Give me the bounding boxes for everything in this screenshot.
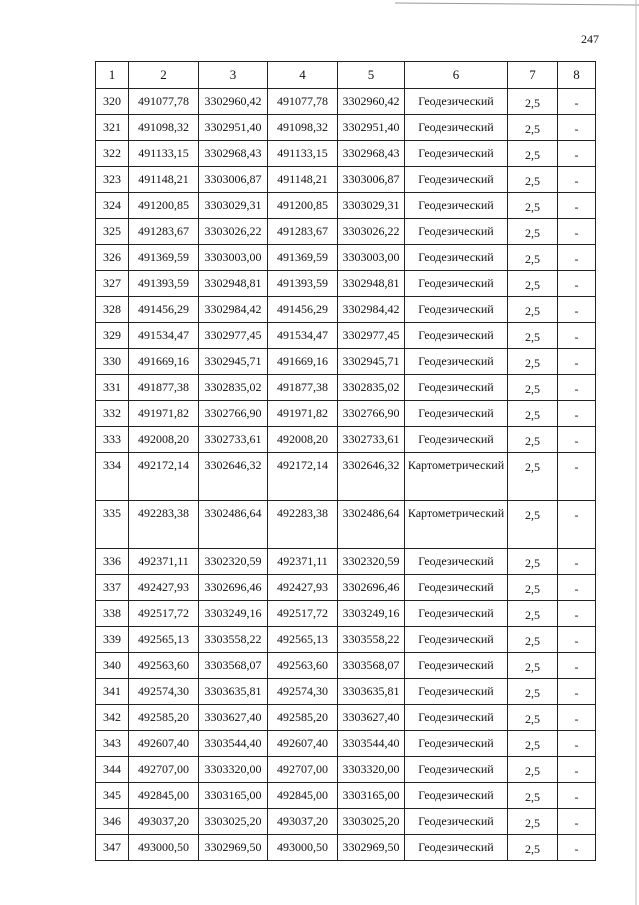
note-cell: - bbox=[558, 115, 596, 141]
point-number-cell: 321 bbox=[96, 115, 129, 141]
accuracy-cell: 2,5 bbox=[508, 705, 558, 731]
y-coordinate-cell: 3302948,81 bbox=[338, 271, 405, 297]
x-coordinate-cell: 492172,14 bbox=[129, 453, 199, 501]
y-coordinate-cell: 3303025,20 bbox=[338, 809, 405, 835]
note-cell: - bbox=[558, 757, 596, 783]
accuracy-cell: 2,5 bbox=[508, 809, 558, 835]
x-coordinate-cell: 491200,85 bbox=[268, 193, 338, 219]
y-coordinate-cell: 3302968,43 bbox=[199, 141, 268, 167]
y-coordinate-cell: 3302945,71 bbox=[338, 349, 405, 375]
y-coordinate-cell: 3302733,61 bbox=[199, 427, 268, 453]
y-coordinate-cell: 3302320,59 bbox=[338, 549, 405, 575]
note-cell: - bbox=[558, 245, 596, 271]
accuracy-cell: 2,5 bbox=[508, 501, 558, 549]
method-cell: Геодезический bbox=[405, 575, 508, 601]
table-row bbox=[96, 349, 596, 375]
point-number-cell: 335 bbox=[96, 501, 129, 549]
table-row bbox=[96, 575, 596, 601]
y-coordinate-cell: 3303544,40 bbox=[338, 731, 405, 757]
method-cell: Геодезический bbox=[405, 349, 508, 375]
header-cell: 3 bbox=[199, 62, 268, 89]
y-coordinate-cell: 3302766,90 bbox=[199, 401, 268, 427]
method-cell: Геодезический bbox=[405, 271, 508, 297]
x-coordinate-cell: 491369,59 bbox=[129, 245, 199, 271]
accuracy-cell: 2,5 bbox=[508, 601, 558, 627]
method-cell: Картометрический bbox=[405, 453, 508, 501]
note-cell: - bbox=[558, 141, 596, 167]
x-coordinate-cell: 492565,13 bbox=[268, 627, 338, 653]
y-coordinate-cell: 3302646,32 bbox=[338, 453, 405, 501]
y-coordinate-cell: 3303320,00 bbox=[338, 757, 405, 783]
y-coordinate-cell: 3303249,16 bbox=[338, 601, 405, 627]
y-coordinate-cell: 3302977,45 bbox=[199, 323, 268, 349]
header-cell: 2 bbox=[129, 62, 199, 89]
accuracy-cell: 2,5 bbox=[508, 89, 558, 115]
accuracy-cell: 2,5 bbox=[508, 679, 558, 705]
page-number: 247 bbox=[581, 32, 599, 46]
method-cell: Геодезический bbox=[405, 835, 508, 861]
accuracy-cell: 2,5 bbox=[508, 297, 558, 323]
accuracy-cell: 2,5 bbox=[508, 115, 558, 141]
note-cell: - bbox=[558, 167, 596, 193]
table-row bbox=[96, 141, 596, 167]
point-number-cell: 342 bbox=[96, 705, 129, 731]
accuracy-cell: 2,5 bbox=[508, 783, 558, 809]
header-cell: 8 bbox=[558, 62, 596, 89]
y-coordinate-cell: 3302696,46 bbox=[338, 575, 405, 601]
table-row bbox=[96, 167, 596, 193]
x-coordinate-cell: 491098,32 bbox=[268, 115, 338, 141]
point-number-cell: 323 bbox=[96, 167, 129, 193]
table-row bbox=[96, 245, 596, 271]
x-coordinate-cell: 492517,72 bbox=[268, 601, 338, 627]
method-cell: Геодезический bbox=[405, 297, 508, 323]
accuracy-cell: 2,5 bbox=[508, 193, 558, 219]
note-cell: - bbox=[558, 731, 596, 757]
point-number-cell: 347 bbox=[96, 835, 129, 861]
header-cell: 4 bbox=[268, 62, 338, 89]
x-coordinate-cell: 491971,82 bbox=[268, 401, 338, 427]
x-coordinate-cell: 491148,21 bbox=[129, 167, 199, 193]
method-cell: Геодезический bbox=[405, 757, 508, 783]
table-row bbox=[96, 271, 596, 297]
x-coordinate-cell: 491133,15 bbox=[268, 141, 338, 167]
accuracy-cell: 2,5 bbox=[508, 453, 558, 501]
x-coordinate-cell: 491283,67 bbox=[268, 219, 338, 245]
table-row bbox=[96, 427, 596, 453]
table-row bbox=[96, 601, 596, 627]
note-cell: - bbox=[558, 89, 596, 115]
note-cell: - bbox=[558, 549, 596, 575]
y-coordinate-cell: 3303558,22 bbox=[338, 627, 405, 653]
x-coordinate-cell: 491971,82 bbox=[129, 401, 199, 427]
x-coordinate-cell: 492563,60 bbox=[268, 653, 338, 679]
method-cell: Геодезический bbox=[405, 141, 508, 167]
x-coordinate-cell: 492607,40 bbox=[268, 731, 338, 757]
x-coordinate-cell: 492172,14 bbox=[268, 453, 338, 501]
note-cell: - bbox=[558, 271, 596, 297]
x-coordinate-cell: 492008,20 bbox=[129, 427, 199, 453]
y-coordinate-cell: 3303029,31 bbox=[199, 193, 268, 219]
accuracy-cell: 2,5 bbox=[508, 401, 558, 427]
x-coordinate-cell: 491877,38 bbox=[268, 375, 338, 401]
y-coordinate-cell: 3302766,90 bbox=[338, 401, 405, 427]
accuracy-cell: 2,5 bbox=[508, 549, 558, 575]
x-coordinate-cell: 491456,29 bbox=[129, 297, 199, 323]
y-coordinate-cell: 3302646,32 bbox=[199, 453, 268, 501]
y-coordinate-cell: 3303003,00 bbox=[338, 245, 405, 271]
y-coordinate-cell: 3302969,50 bbox=[199, 835, 268, 861]
note-cell: - bbox=[558, 601, 596, 627]
method-cell: Геодезический bbox=[405, 601, 508, 627]
y-coordinate-cell: 3302951,40 bbox=[199, 115, 268, 141]
y-coordinate-cell: 3302960,42 bbox=[199, 89, 268, 115]
x-coordinate-cell: 492008,20 bbox=[268, 427, 338, 453]
y-coordinate-cell: 3303568,07 bbox=[199, 653, 268, 679]
table-row bbox=[96, 653, 596, 679]
y-coordinate-cell: 3303025,20 bbox=[199, 809, 268, 835]
y-coordinate-cell: 3302835,02 bbox=[199, 375, 268, 401]
accuracy-cell: 2,5 bbox=[508, 375, 558, 401]
header-cell: 1 bbox=[96, 62, 129, 89]
x-coordinate-cell: 492371,11 bbox=[268, 549, 338, 575]
table-row bbox=[96, 835, 596, 861]
method-cell: Геодезический bbox=[405, 549, 508, 575]
y-coordinate-cell: 3303165,00 bbox=[338, 783, 405, 809]
note-cell: - bbox=[558, 809, 596, 835]
point-number-cell: 333 bbox=[96, 427, 129, 453]
x-coordinate-cell: 491098,32 bbox=[129, 115, 199, 141]
method-cell: Геодезический bbox=[405, 193, 508, 219]
header-cell: 5 bbox=[338, 62, 405, 89]
x-coordinate-cell: 491077,78 bbox=[129, 89, 199, 115]
method-cell: Геодезический bbox=[405, 245, 508, 271]
accuracy-cell: 2,5 bbox=[508, 731, 558, 757]
header-cell: 7 bbox=[508, 62, 558, 89]
y-coordinate-cell: 3303320,00 bbox=[199, 757, 268, 783]
method-cell: Геодезический bbox=[405, 783, 508, 809]
note-cell: - bbox=[558, 427, 596, 453]
y-coordinate-cell: 3302969,50 bbox=[338, 835, 405, 861]
table-header-row bbox=[96, 62, 596, 89]
note-cell: - bbox=[558, 375, 596, 401]
y-coordinate-cell: 3302984,42 bbox=[199, 297, 268, 323]
note-cell: - bbox=[558, 783, 596, 809]
point-number-cell: 343 bbox=[96, 731, 129, 757]
x-coordinate-cell: 491393,59 bbox=[268, 271, 338, 297]
x-coordinate-cell: 492427,93 bbox=[129, 575, 199, 601]
x-coordinate-cell: 492283,38 bbox=[129, 501, 199, 549]
method-cell: Геодезический bbox=[405, 375, 508, 401]
point-number-cell: 345 bbox=[96, 783, 129, 809]
y-coordinate-cell: 3302948,81 bbox=[199, 271, 268, 297]
x-coordinate-cell: 492585,20 bbox=[129, 705, 199, 731]
point-number-cell: 320 bbox=[96, 89, 129, 115]
x-coordinate-cell: 493037,20 bbox=[268, 809, 338, 835]
method-cell: Геодезический bbox=[405, 653, 508, 679]
table-row bbox=[96, 705, 596, 731]
table-row bbox=[96, 453, 596, 501]
y-coordinate-cell: 3303249,16 bbox=[199, 601, 268, 627]
y-coordinate-cell: 3302486,64 bbox=[199, 501, 268, 549]
y-coordinate-cell: 3303165,00 bbox=[199, 783, 268, 809]
accuracy-cell: 2,5 bbox=[508, 141, 558, 167]
y-coordinate-cell: 3303558,22 bbox=[199, 627, 268, 653]
point-number-cell: 338 bbox=[96, 601, 129, 627]
table-row bbox=[96, 731, 596, 757]
note-cell: - bbox=[558, 323, 596, 349]
point-number-cell: 326 bbox=[96, 245, 129, 271]
note-cell: - bbox=[558, 575, 596, 601]
table-row bbox=[96, 115, 596, 141]
method-cell: Геодезический bbox=[405, 427, 508, 453]
accuracy-cell: 2,5 bbox=[508, 167, 558, 193]
method-cell: Геодезический bbox=[405, 705, 508, 731]
x-coordinate-cell: 491369,59 bbox=[268, 245, 338, 271]
x-coordinate-cell: 491200,85 bbox=[129, 193, 199, 219]
x-coordinate-cell: 492517,72 bbox=[129, 601, 199, 627]
y-coordinate-cell: 3303029,31 bbox=[338, 193, 405, 219]
point-number-cell: 325 bbox=[96, 219, 129, 245]
point-number-cell: 346 bbox=[96, 809, 129, 835]
method-cell: Геодезический bbox=[405, 731, 508, 757]
table-row bbox=[96, 323, 596, 349]
y-coordinate-cell: 3302968,43 bbox=[338, 141, 405, 167]
note-cell: - bbox=[558, 401, 596, 427]
accuracy-cell: 2,5 bbox=[508, 245, 558, 271]
table-row bbox=[96, 89, 596, 115]
y-coordinate-cell: 3303568,07 bbox=[338, 653, 405, 679]
x-coordinate-cell: 492574,30 bbox=[129, 679, 199, 705]
table-row bbox=[96, 783, 596, 809]
x-coordinate-cell: 491077,78 bbox=[268, 89, 338, 115]
x-coordinate-cell: 492707,00 bbox=[268, 757, 338, 783]
note-cell: - bbox=[558, 653, 596, 679]
x-coordinate-cell: 491148,21 bbox=[268, 167, 338, 193]
accuracy-cell: 2,5 bbox=[508, 323, 558, 349]
point-number-cell: 340 bbox=[96, 653, 129, 679]
table-row bbox=[96, 297, 596, 323]
y-coordinate-cell: 3302320,59 bbox=[199, 549, 268, 575]
note-cell: - bbox=[558, 219, 596, 245]
note-cell: - bbox=[558, 453, 596, 501]
x-coordinate-cell: 492574,30 bbox=[268, 679, 338, 705]
point-number-cell: 339 bbox=[96, 627, 129, 653]
x-coordinate-cell: 491534,47 bbox=[129, 323, 199, 349]
y-coordinate-cell: 3303627,40 bbox=[199, 705, 268, 731]
x-coordinate-cell: 491133,15 bbox=[129, 141, 199, 167]
x-coordinate-cell: 493000,50 bbox=[129, 835, 199, 861]
y-coordinate-cell: 3303026,22 bbox=[338, 219, 405, 245]
point-number-cell: 344 bbox=[96, 757, 129, 783]
y-coordinate-cell: 3303544,40 bbox=[199, 731, 268, 757]
y-coordinate-cell: 3303635,81 bbox=[338, 679, 405, 705]
y-coordinate-cell: 3303026,22 bbox=[199, 219, 268, 245]
table-row bbox=[96, 501, 596, 549]
point-number-cell: 336 bbox=[96, 549, 129, 575]
note-cell: - bbox=[558, 297, 596, 323]
y-coordinate-cell: 3302696,46 bbox=[199, 575, 268, 601]
method-cell: Геодезический bbox=[405, 167, 508, 193]
point-number-cell: 327 bbox=[96, 271, 129, 297]
accuracy-cell: 2,5 bbox=[508, 757, 558, 783]
x-coordinate-cell: 493037,20 bbox=[129, 809, 199, 835]
x-coordinate-cell: 491534,47 bbox=[268, 323, 338, 349]
point-number-cell: 337 bbox=[96, 575, 129, 601]
x-coordinate-cell: 492427,93 bbox=[268, 575, 338, 601]
note-cell: - bbox=[558, 501, 596, 549]
note-cell: - bbox=[558, 349, 596, 375]
table-row bbox=[96, 549, 596, 575]
x-coordinate-cell: 491877,38 bbox=[129, 375, 199, 401]
y-coordinate-cell: 3302945,71 bbox=[199, 349, 268, 375]
y-coordinate-cell: 3302951,40 bbox=[338, 115, 405, 141]
table-row bbox=[96, 809, 596, 835]
header-cell: 6 bbox=[405, 62, 508, 89]
point-number-cell: 332 bbox=[96, 401, 129, 427]
method-cell: Геодезический bbox=[405, 89, 508, 115]
y-coordinate-cell: 3302977,45 bbox=[338, 323, 405, 349]
method-cell: Геодезический bbox=[405, 115, 508, 141]
accuracy-cell: 2,5 bbox=[508, 575, 558, 601]
x-coordinate-cell: 491393,59 bbox=[129, 271, 199, 297]
x-coordinate-cell: 493000,50 bbox=[268, 835, 338, 861]
accuracy-cell: 2,5 bbox=[508, 653, 558, 679]
x-coordinate-cell: 492565,13 bbox=[129, 627, 199, 653]
x-coordinate-cell: 492707,00 bbox=[129, 757, 199, 783]
note-cell: - bbox=[558, 705, 596, 731]
x-coordinate-cell: 492845,00 bbox=[129, 783, 199, 809]
x-coordinate-cell: 492371,11 bbox=[129, 549, 199, 575]
note-cell: - bbox=[558, 679, 596, 705]
y-coordinate-cell: 3303003,00 bbox=[199, 245, 268, 271]
point-number-cell: 330 bbox=[96, 349, 129, 375]
y-coordinate-cell: 3302984,42 bbox=[338, 297, 405, 323]
point-number-cell: 331 bbox=[96, 375, 129, 401]
method-cell: Геодезический bbox=[405, 401, 508, 427]
point-number-cell: 322 bbox=[96, 141, 129, 167]
y-coordinate-cell: 3303635,81 bbox=[199, 679, 268, 705]
y-coordinate-cell: 3303627,40 bbox=[338, 705, 405, 731]
note-cell: - bbox=[558, 627, 596, 653]
table-row bbox=[96, 375, 596, 401]
accuracy-cell: 2,5 bbox=[508, 627, 558, 653]
table-row bbox=[96, 219, 596, 245]
table-row bbox=[96, 193, 596, 219]
point-number-cell: 341 bbox=[96, 679, 129, 705]
method-cell: Геодезический bbox=[405, 627, 508, 653]
note-cell: - bbox=[558, 835, 596, 861]
x-coordinate-cell: 492607,40 bbox=[129, 731, 199, 757]
y-coordinate-cell: 3303006,87 bbox=[199, 167, 268, 193]
y-coordinate-cell: 3302486,64 bbox=[338, 501, 405, 549]
accuracy-cell: 2,5 bbox=[508, 219, 558, 245]
y-coordinate-cell: 3302960,42 bbox=[338, 89, 405, 115]
x-coordinate-cell: 491283,67 bbox=[129, 219, 199, 245]
method-cell: Геодезический bbox=[405, 219, 508, 245]
y-coordinate-cell: 3302733,61 bbox=[338, 427, 405, 453]
y-coordinate-cell: 3303006,87 bbox=[338, 167, 405, 193]
method-cell: Геодезический bbox=[405, 809, 508, 835]
table-row bbox=[96, 627, 596, 653]
table-row bbox=[96, 679, 596, 705]
x-coordinate-cell: 492845,00 bbox=[268, 783, 338, 809]
accuracy-cell: 2,5 bbox=[508, 427, 558, 453]
x-coordinate-cell: 491669,16 bbox=[268, 349, 338, 375]
x-coordinate-cell: 492563,60 bbox=[129, 653, 199, 679]
table-row bbox=[96, 401, 596, 427]
accuracy-cell: 2,5 bbox=[508, 271, 558, 297]
table-row bbox=[96, 757, 596, 783]
point-number-cell: 328 bbox=[96, 297, 129, 323]
point-number-cell: 329 bbox=[96, 323, 129, 349]
x-coordinate-cell: 492283,38 bbox=[268, 501, 338, 549]
accuracy-cell: 2,5 bbox=[508, 349, 558, 375]
point-number-cell: 334 bbox=[96, 453, 129, 501]
accuracy-cell: 2,5 bbox=[508, 835, 558, 861]
x-coordinate-cell: 491669,16 bbox=[129, 349, 199, 375]
method-cell: Геодезический bbox=[405, 323, 508, 349]
method-cell: Геодезический bbox=[405, 679, 508, 705]
x-coordinate-cell: 492585,20 bbox=[268, 705, 338, 731]
note-cell: - bbox=[558, 193, 596, 219]
method-cell: Картометрический bbox=[405, 501, 508, 549]
coordinates-table bbox=[95, 61, 596, 861]
point-number-cell: 324 bbox=[96, 193, 129, 219]
y-coordinate-cell: 3302835,02 bbox=[338, 375, 405, 401]
x-coordinate-cell: 491456,29 bbox=[268, 297, 338, 323]
